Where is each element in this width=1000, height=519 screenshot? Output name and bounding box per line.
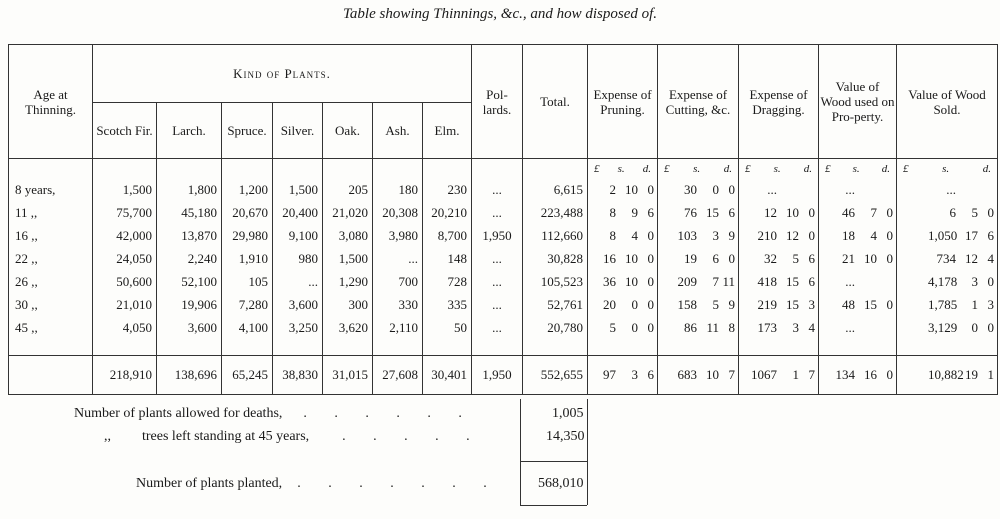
pruning-cell: 8 9 6 — [588, 202, 658, 225]
totals-row — [9, 356, 998, 395]
units-row: £ s. d. £ s. d. £ s. d. £ s. d. £ s. d. — [9, 159, 998, 179]
plant-count-cell: 3,080 — [323, 225, 373, 248]
age-cell: 11 ,, — [9, 202, 93, 225]
plant-count-cell: 138,696 — [157, 356, 222, 395]
header-age: Age at Thinning. — [9, 45, 93, 159]
plant-count-cell: 300 — [323, 294, 373, 317]
used-cell: 48 15 0 — [819, 294, 897, 317]
total-cell: 30,828 — [523, 248, 588, 271]
header-pruning: Expense of Pruning. — [588, 45, 658, 159]
plant-count-cell: 205 — [323, 179, 373, 202]
footer-bottom-line — [520, 505, 587, 506]
dragging-cell: ... — [739, 179, 819, 202]
table-row — [9, 225, 998, 248]
footer-standing-label: ,, trees left standing at 45 years, . . . . . — [104, 429, 482, 444]
plant-count-cell: 75,700 — [93, 202, 157, 225]
plant-count-cell: 29,980 — [222, 225, 273, 248]
plant-count-cell: 31,015 — [323, 356, 373, 395]
used-cell: 134 16 0 — [819, 356, 897, 395]
table-row — [9, 317, 998, 340]
table-row — [9, 248, 998, 271]
cutting-cell: 209 7 11 — [658, 271, 739, 294]
dragging-cell: 12 10 0 — [739, 202, 819, 225]
total-cell: 552,655 — [523, 356, 588, 395]
plant-count-cell: 1,290 — [323, 271, 373, 294]
plant-count-cell: 7,280 — [222, 294, 273, 317]
plant-count-cell: 19,906 — [157, 294, 222, 317]
plant-count-cell: 20,210 — [423, 202, 472, 225]
plant-count-cell: 1,910 — [222, 248, 273, 271]
footer-deaths-value: 1,005 — [552, 406, 584, 421]
cutting-cell: 158 5 9 — [658, 294, 739, 317]
total-cell: 6,615 — [523, 179, 588, 202]
plant-count-cell: 13,870 — [157, 225, 222, 248]
footer-column-border — [520, 399, 588, 505]
plant-count-cell: 45,180 — [157, 202, 222, 225]
age-cell: 30 ,, — [9, 294, 93, 317]
plant-count-cell: 4,050 — [93, 317, 157, 340]
footer-deaths-label: Number of plants allowed for deaths, . . . . . . — [74, 406, 474, 421]
dragging-cell: 418 15 6 — [739, 271, 819, 294]
used-cell: ... — [819, 317, 897, 340]
cutting-cell: 19 6 0 — [658, 248, 739, 271]
plant-count-cell: 980 — [273, 248, 323, 271]
plant-count-cell: ... — [373, 248, 423, 271]
age-cell: 45 ,, — [9, 317, 93, 340]
used-cell: 46 7 0 — [819, 202, 897, 225]
cutting-cell: 103 3 9 — [658, 225, 739, 248]
pollards-cell: 1,950 — [472, 356, 523, 395]
age-cell: 8 years, — [9, 179, 93, 202]
pruning-cell: 5 0 0 — [588, 317, 658, 340]
pruning-cell: 2 10 0 — [588, 179, 658, 202]
used-cell: 18 4 0 — [819, 225, 897, 248]
header-wood-used: Value of Wood used on Pro-perty. — [819, 45, 897, 159]
pollards-cell: ... — [472, 317, 523, 340]
cutting-cell: 683 10 7 — [658, 356, 739, 395]
header-species: Spruce. — [222, 103, 273, 159]
plant-count-cell: 50 — [423, 317, 472, 340]
pruning-cell: 8 4 0 — [588, 225, 658, 248]
plant-count-cell: 2,110 — [373, 317, 423, 340]
header-dragging: Expense of Dragging. — [739, 45, 819, 159]
table-caption: Table showing Thinnings, &c., and how disposed of. — [342, 6, 658, 22]
total-cell: 20,780 — [523, 317, 588, 340]
plant-count-cell: 8,700 — [423, 225, 472, 248]
plant-count-cell: 3,980 — [373, 225, 423, 248]
header-total: Total. — [523, 45, 588, 159]
pruning-cell: 36 10 0 — [588, 271, 658, 294]
plant-count-cell: 2,240 — [157, 248, 222, 271]
age-cell: 26 ,, — [9, 271, 93, 294]
pruning-cell: 16 10 0 — [588, 248, 658, 271]
header-species: Scotch Fir. — [93, 103, 157, 159]
header-species: Silver. — [273, 103, 323, 159]
used-cell: 21 10 0 — [819, 248, 897, 271]
header-cutting: Expense of Cutting, &c. — [658, 45, 739, 159]
dragging-cell: 210 12 0 — [739, 225, 819, 248]
table-row — [9, 179, 998, 202]
plant-count-cell: 20,400 — [273, 202, 323, 225]
dragging-cell: 1067 1 7 — [739, 356, 819, 395]
plant-count-cell: 1,500 — [323, 248, 373, 271]
pollards-cell: ... — [472, 179, 523, 202]
plant-count-cell: 1,800 — [157, 179, 222, 202]
plant-count-cell: 148 — [423, 248, 472, 271]
sold-cell: 3,129 0 0 — [897, 317, 998, 340]
dragging-cell: 219 15 3 — [739, 294, 819, 317]
used-cell: ... — [819, 179, 897, 202]
pollards-cell: ... — [472, 294, 523, 317]
table-body — [9, 159, 998, 395]
age-cell: 16 ,, — [9, 225, 93, 248]
footer-sum-line — [520, 461, 587, 462]
plant-count-cell: 3,600 — [157, 317, 222, 340]
age-cell: 22 ,, — [9, 248, 93, 271]
plant-count-cell: 728 — [423, 271, 472, 294]
age-cell — [9, 356, 93, 395]
sold-cell: 1,785 1 3 — [897, 294, 998, 317]
header-wood-sold: Value of Wood Sold. — [897, 45, 998, 159]
plant-count-cell: 3,600 — [273, 294, 323, 317]
plant-count-cell: 3,250 — [273, 317, 323, 340]
spacer-row — [9, 340, 998, 356]
plant-count-cell: 50,600 — [93, 271, 157, 294]
sold-cell: 1,050 17 6 — [897, 225, 998, 248]
plant-count-cell: 180 — [373, 179, 423, 202]
sold-cell: 4,178 3 0 — [897, 271, 998, 294]
header-species: Ash. — [373, 103, 423, 159]
cutting-cell: 86 11 8 — [658, 317, 739, 340]
plant-count-cell: 335 — [423, 294, 472, 317]
plant-count-cell: 700 — [373, 271, 423, 294]
plant-count-cell: 21,010 — [93, 294, 157, 317]
plant-count-cell: 52,100 — [157, 271, 222, 294]
total-cell: 52,761 — [523, 294, 588, 317]
plant-count-cell: 20,670 — [222, 202, 273, 225]
plant-count-cell: 21,020 — [323, 202, 373, 225]
total-cell: 105,523 — [523, 271, 588, 294]
plant-count-cell: ... — [273, 271, 323, 294]
header-species: Larch. — [157, 103, 222, 159]
sold-cell: 734 12 4 — [897, 248, 998, 271]
sold-cell: 10,882 19 1 — [897, 356, 998, 395]
plant-count-cell: 218,910 — [93, 356, 157, 395]
footer-planted-label: Number of plants planted, . . . . . . . — [136, 476, 499, 491]
pollards-cell: ... — [472, 248, 523, 271]
plant-count-cell: 30,401 — [423, 356, 472, 395]
plant-count-cell: 65,245 — [222, 356, 273, 395]
plant-count-cell: 20,308 — [373, 202, 423, 225]
header-kind-of-plants: Kind of Plants. — [93, 45, 472, 103]
plant-count-cell: 42,000 — [93, 225, 157, 248]
plant-count-cell: 330 — [373, 294, 423, 317]
plant-count-cell: 3,620 — [323, 317, 373, 340]
total-cell: 112,660 — [523, 225, 588, 248]
plant-count-cell: 1,200 — [222, 179, 273, 202]
plant-count-cell: 27,608 — [373, 356, 423, 395]
used-cell: ... — [819, 271, 897, 294]
header-pollards: Pol-lards. — [472, 45, 523, 159]
plant-count-cell: 4,100 — [222, 317, 273, 340]
sold-cell: 6 5 0 — [897, 202, 998, 225]
pollards-cell: ... — [472, 271, 523, 294]
table-row — [9, 202, 998, 225]
plant-count-cell: 230 — [423, 179, 472, 202]
sold-cell: ... — [897, 179, 998, 202]
pruning-cell: 97 3 6 — [588, 356, 658, 395]
pruning-cell: 20 0 0 — [588, 294, 658, 317]
table-row — [9, 294, 998, 317]
pollards-cell: ... — [472, 202, 523, 225]
pollards-cell: 1,950 — [472, 225, 523, 248]
dragging-cell: 173 3 4 — [739, 317, 819, 340]
plant-count-cell: 1,500 — [93, 179, 157, 202]
cutting-cell: 30 0 0 — [658, 179, 739, 202]
plant-count-cell: 9,100 — [273, 225, 323, 248]
header-species: Oak. — [323, 103, 373, 159]
table-row — [9, 271, 998, 294]
plant-count-cell: 38,830 — [273, 356, 323, 395]
cutting-cell: 76 15 6 — [658, 202, 739, 225]
plant-count-cell: 24,050 — [93, 248, 157, 271]
footer-planted-value: 568,010 — [538, 476, 584, 491]
thinnings-table — [8, 44, 998, 395]
dragging-cell: 32 5 6 — [739, 248, 819, 271]
plant-count-cell: 105 — [222, 271, 273, 294]
footer-standing-value: 14,350 — [546, 429, 585, 444]
total-cell: 223,488 — [523, 202, 588, 225]
plant-count-cell: 1,500 — [273, 179, 323, 202]
header-species: Elm. — [423, 103, 472, 159]
